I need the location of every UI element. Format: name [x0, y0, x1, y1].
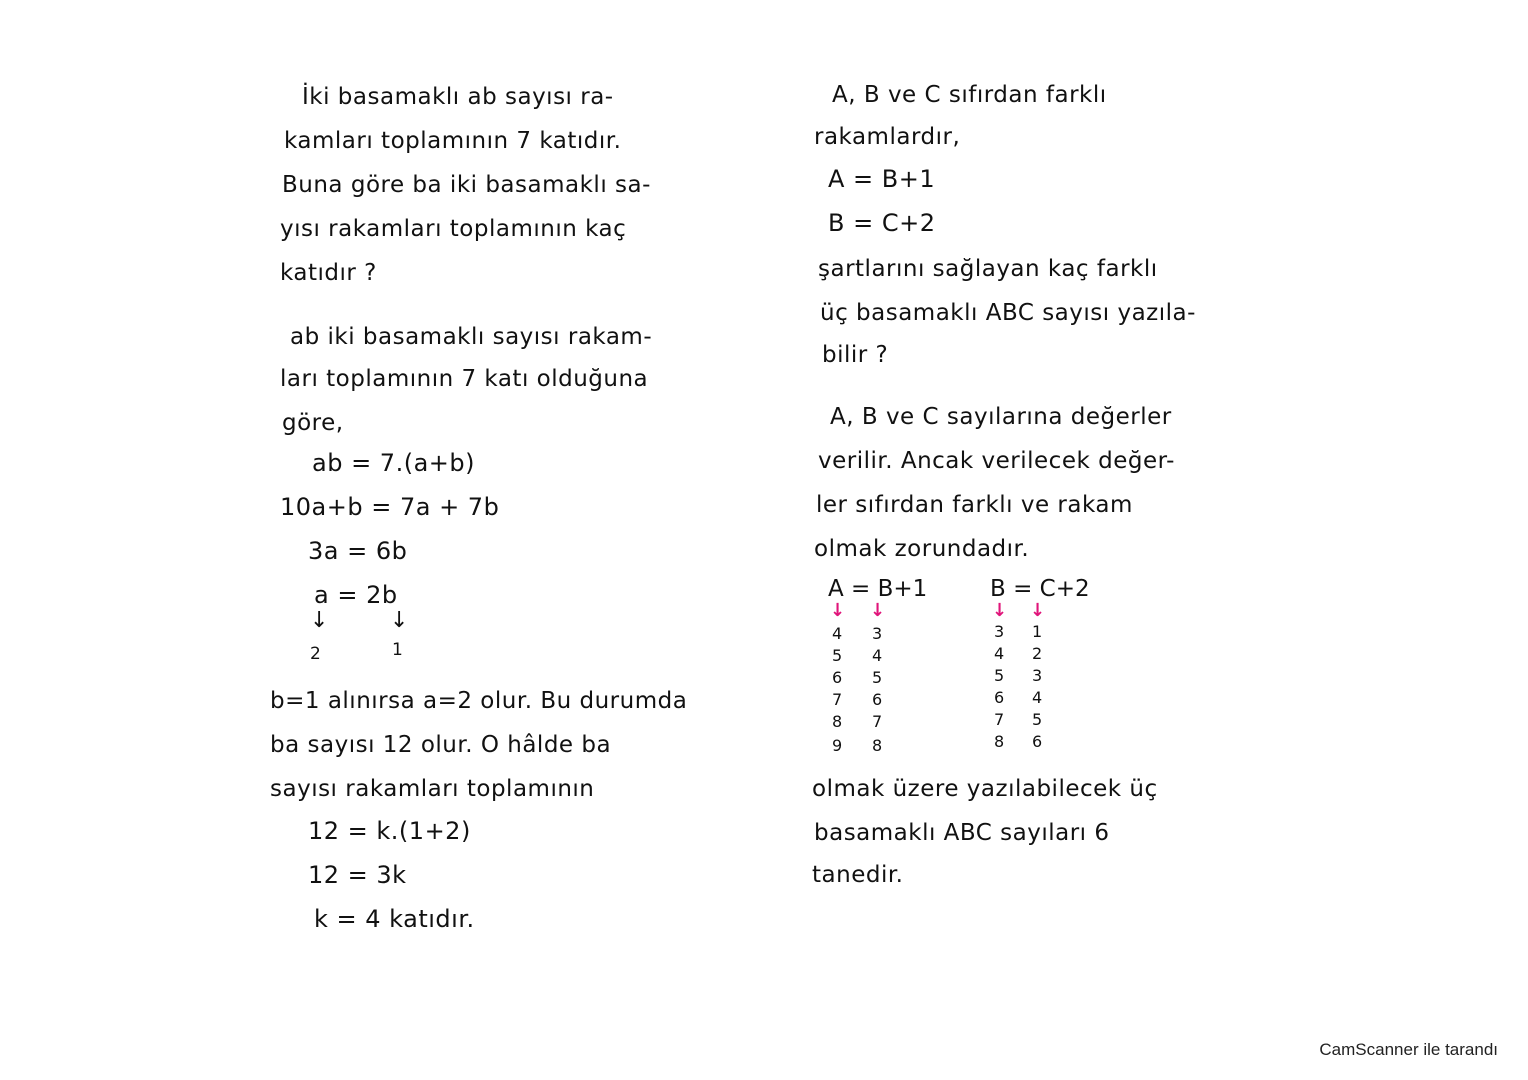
table-b-c-cell: 4	[994, 644, 1005, 663]
scanner-watermark: CamScanner ile tarandı	[1319, 1040, 1498, 1059]
table-b-c-cell: 2	[1032, 644, 1043, 663]
left-question-line-1: İki basamaklı ab sayısı ra-	[302, 84, 614, 110]
table-a-b-cell: 8	[832, 712, 843, 731]
table-a-b-cell: 5	[832, 646, 843, 665]
table-a-b-cell: 7	[872, 712, 883, 731]
final-equation-2: 12 = 3k	[308, 861, 407, 889]
table-b-c-cell: 3	[1032, 666, 1043, 685]
table-a-b-cell: 5	[872, 668, 883, 687]
equation-4: a = 2b	[314, 581, 398, 609]
right-question-line-4: B = C+2	[828, 209, 936, 237]
table-a-b-header: A = B+1	[828, 576, 928, 602]
down-arrow-icon: ↓	[390, 608, 409, 633]
equation-1: ab = 7.(a+b)	[312, 449, 475, 477]
table-a-b-cell: 9	[832, 736, 843, 755]
right-conclusion-line-1: olmak üzere yazılabilecek üç	[812, 776, 1158, 802]
left-solution-line-1: ab iki basamaklı sayısı rakam-	[290, 324, 653, 350]
right-conclusion-line-3: tanedir.	[812, 862, 904, 888]
equation-3: 3a = 6b	[308, 537, 408, 565]
table-b-c-cell: 4	[1032, 688, 1043, 707]
table-a-b-cell: 4	[832, 624, 843, 643]
final-equation-3: k = 4 katıdır.	[314, 905, 475, 933]
left-question-line-2: kamları toplamının 7 katıdır.	[284, 128, 622, 154]
table-a-b-cell: 6	[872, 690, 883, 709]
final-equation-1: 12 = k.(1+2)	[308, 817, 471, 845]
table-a-b-cell: 6	[832, 668, 843, 687]
a-value: 2	[310, 644, 322, 664]
b-value: 1	[392, 640, 404, 660]
pink-down-arrow-icon: ↓	[870, 600, 886, 621]
table-b-c-cell: 1	[1032, 622, 1043, 641]
pink-down-arrow-icon: ↓	[1030, 600, 1046, 621]
table-a-b	[828, 576, 948, 766]
down-arrow-icon: ↓	[310, 608, 329, 633]
table-b-c-cell: 6	[1032, 732, 1043, 751]
right-solution-line-2: verilir. Ancak verilecek değer-	[818, 448, 1175, 474]
right-conclusion-line-2: basamaklı ABC sayıları 6	[814, 820, 1110, 846]
left-question-line-5: katıdır ?	[280, 260, 377, 286]
table-b-c-cell: 5	[994, 666, 1005, 685]
table-b-c-cell: 8	[994, 732, 1005, 751]
right-question-line-1: A, B ve C sıfırdan farklı	[832, 82, 1107, 108]
table-b-c	[990, 576, 1110, 766]
right-question-line-5: şartlarını sağlayan kaç farklı	[818, 256, 1158, 282]
left-conclusion-line-2: ba sayısı 12 olur. O hâlde ba	[270, 732, 612, 758]
table-b-c-cell: 3	[994, 622, 1005, 641]
left-question-line-3: Buna göre ba iki basamaklı sa-	[282, 172, 651, 198]
table-a-b-cell: 4	[872, 646, 883, 665]
table-b-c-cell: 5	[1032, 710, 1043, 729]
table-a-b-cell: 3	[872, 624, 883, 643]
table-b-c-cell: 7	[994, 710, 1005, 729]
right-question-line-2: rakamlardır,	[814, 124, 961, 150]
pink-down-arrow-icon: ↓	[992, 600, 1008, 621]
left-solution-line-2: ları toplamının 7 katı olduğuna	[280, 366, 649, 392]
table-b-c-header: B = C+2	[990, 576, 1090, 602]
right-solution-line-1: A, B ve C sayılarına değerler	[830, 404, 1172, 430]
right-question-line-3: A = B+1	[828, 165, 936, 193]
right-question-line-7: bilir ?	[822, 342, 889, 368]
table-a-b-cell: 7	[832, 690, 843, 709]
table-b-c-cell: 6	[994, 688, 1005, 707]
left-conclusion-line-3: sayısı rakamları toplamının	[270, 776, 595, 802]
table-a-b-cell: 8	[872, 736, 883, 755]
equation-2: 10a+b = 7a + 7b	[280, 493, 500, 521]
pink-down-arrow-icon: ↓	[830, 600, 846, 621]
right-solution-line-4: olmak zorundadır.	[814, 536, 1030, 562]
right-solution-line-3: ler sıfırdan farklı ve rakam	[816, 492, 1133, 518]
left-conclusion-line-1: b=1 alınırsa a=2 olur. Bu durumda	[270, 688, 688, 714]
left-solution-line-3: göre,	[282, 410, 344, 436]
right-question-line-6: üç basamaklı ABC sayısı yazıla-	[820, 300, 1196, 326]
left-question-line-4: yısı rakamları toplamının kaç	[280, 216, 627, 242]
